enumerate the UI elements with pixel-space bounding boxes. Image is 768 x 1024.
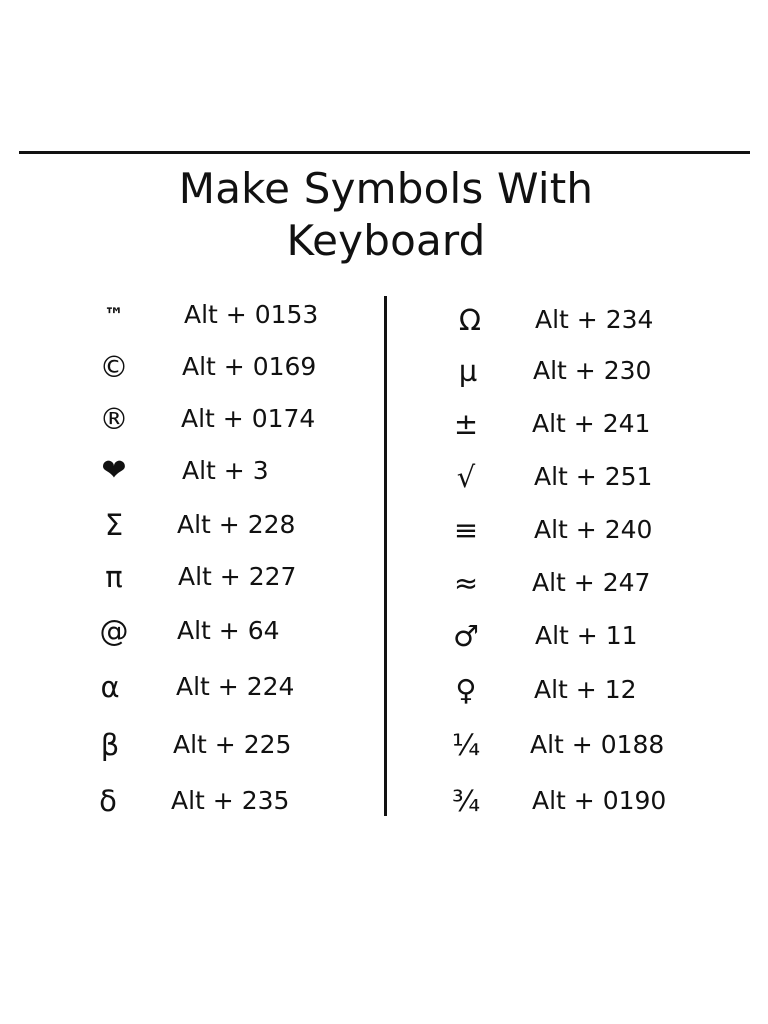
alt-code: Alt + 227 xyxy=(178,562,297,591)
symbol-entry-approx xyxy=(388,563,768,603)
alt-code: Alt + 64 xyxy=(177,616,280,645)
alt-code: Alt + 235 xyxy=(171,786,290,815)
alt-code: Alt + 225 xyxy=(173,730,292,759)
alt-code: Alt + 0190 xyxy=(532,786,667,815)
alt-code: Alt + 241 xyxy=(532,409,651,438)
symbol-entry-one-quarter xyxy=(388,725,768,765)
alt-code: Alt + 11 xyxy=(535,621,638,650)
female-icon: ♀ xyxy=(455,673,477,707)
alt-code: Alt + 224 xyxy=(176,672,295,701)
page-title xyxy=(0,163,768,267)
alt-code: Alt + 0188 xyxy=(530,730,665,759)
plus-minus-symbol: ± xyxy=(453,407,479,441)
symbol-entry-three-quarters xyxy=(388,781,768,821)
sigma-symbol: Σ xyxy=(104,508,124,542)
symbol-entry-alpha xyxy=(0,667,384,707)
registered-symbol: ® xyxy=(99,402,129,436)
pi-symbol: π xyxy=(105,560,123,594)
alt-code: Alt + 228 xyxy=(177,510,296,539)
symbol-entry-at xyxy=(0,611,384,651)
symbol-entry-copyright xyxy=(0,347,384,387)
alt-code: Alt + 230 xyxy=(533,356,652,385)
symbol-entry-beta xyxy=(0,725,384,765)
symbol-entry-pi xyxy=(0,557,384,597)
column-divider xyxy=(384,296,387,816)
alt-code: Alt + 0174 xyxy=(181,404,316,433)
heart-icon: ❤ xyxy=(101,453,127,488)
symbol-entry-heart xyxy=(0,451,384,491)
square-root-symbol: √ xyxy=(456,460,476,494)
identical-to-symbol: ≡ xyxy=(453,513,479,547)
alpha-symbol: α xyxy=(100,670,120,704)
trademark-symbol: ™ xyxy=(104,303,124,327)
symbol-entry-male xyxy=(388,616,768,656)
title-line-2: Keyboard xyxy=(286,216,486,265)
micro-symbol: µ xyxy=(458,354,478,388)
top-rule xyxy=(19,151,750,154)
alt-code: Alt + 0153 xyxy=(184,300,319,329)
symbol-entry-micro xyxy=(388,351,768,391)
symbol-entry-identical xyxy=(388,510,768,550)
symbol-entry-plus-minus xyxy=(388,404,768,444)
title-line-1: Make Symbols With xyxy=(178,164,594,213)
symbol-entry-female xyxy=(388,670,768,710)
symbol-entry-square-root xyxy=(388,457,768,497)
alt-code: Alt + 234 xyxy=(535,305,654,334)
alt-code: Alt + 247 xyxy=(532,568,651,597)
alt-code: Alt + 240 xyxy=(534,515,653,544)
alt-code: Alt + 12 xyxy=(534,675,637,704)
approximately-symbol: ≈ xyxy=(453,566,479,600)
one-quarter-symbol: ¼ xyxy=(451,728,481,762)
three-quarters-symbol: ¾ xyxy=(451,784,481,818)
alt-code: Alt + 3 xyxy=(182,456,269,485)
omega-symbol: Ω xyxy=(458,303,482,337)
symbol-entry-trademark xyxy=(0,295,384,335)
alt-code: Alt + 0169 xyxy=(182,352,317,381)
at-symbol: @ xyxy=(99,614,129,648)
symbol-entry-omega xyxy=(388,300,768,340)
beta-symbol: β xyxy=(100,728,120,762)
alt-code: Alt + 251 xyxy=(534,462,653,491)
male-icon: ♂ xyxy=(453,619,479,653)
delta-symbol: δ xyxy=(99,784,117,818)
copyright-symbol: © xyxy=(99,350,129,384)
symbol-entry-registered xyxy=(0,399,384,439)
symbol-entry-delta xyxy=(0,781,384,821)
symbol-entry-sigma xyxy=(0,505,384,545)
